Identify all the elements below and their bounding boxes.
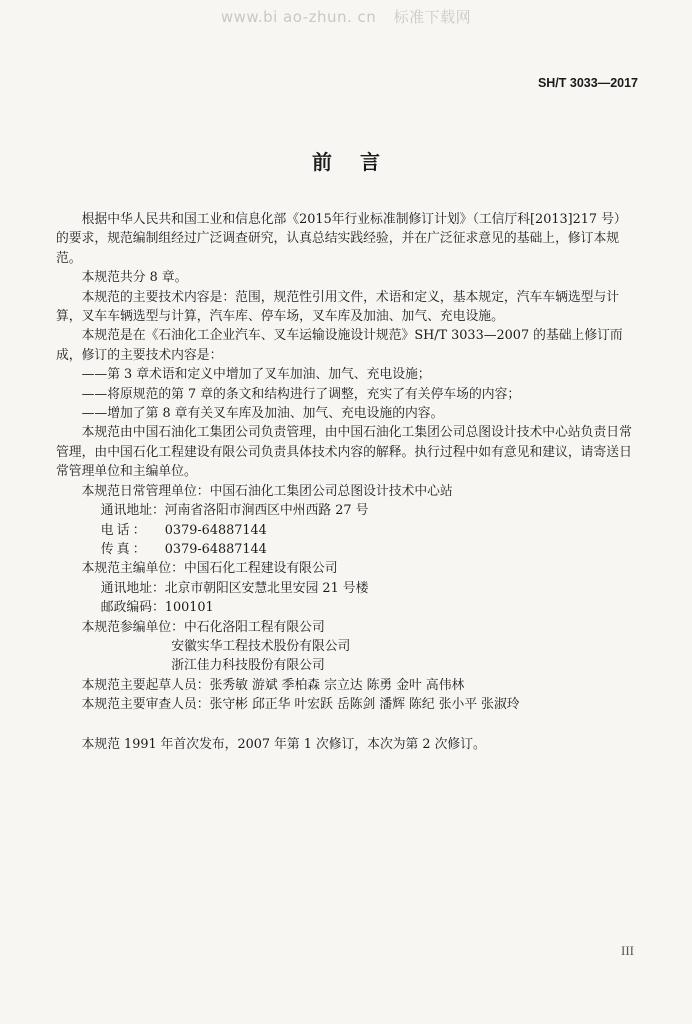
revision-item-2: ——将原规范的第 7 章的条文和结构进行了调整，充实了有关停车场的内容； xyxy=(81,386,521,402)
daily-mgmt-address xyxy=(56,501,638,520)
paragraph-main-content: 本规范的主要技术内容是：范围，规范性引用文件，术语和定义，基本规定，汽车车辆选型与计算，叉车车辆选型与计算，汽车库、停车场，叉车库及加油、加气、充电设施。 xyxy=(56,289,620,325)
paragraph-chapters: 本规范共分 8 章。 xyxy=(81,270,188,286)
drafters-names: 张秀敏 游斌 季柏森 宗立达 陈勇 金叶 高伟林 xyxy=(209,677,465,693)
address-label: 通讯地址： xyxy=(100,580,165,596)
fax-value: 0379-64887144 xyxy=(164,541,267,557)
daily-mgmt-unit xyxy=(56,482,638,501)
participant-units xyxy=(56,618,638,637)
reviewers-names: 张守彬 邱正华 叶宏跃 岳陈剑 潘辉 陈纪 张小平 张淑玲 xyxy=(209,697,520,713)
watermark-text: 标准下载网 xyxy=(393,8,472,26)
chief-editor-value: 中国石化工程建设有限公司 xyxy=(183,561,338,577)
reviewers xyxy=(56,695,638,714)
paragraph-revision: 本规范是在《石油化工企业汽车、叉车运输设施设计规范》SH/T 3033—2007 的基础上修订而成，修订的主要技术内容是： xyxy=(56,328,623,363)
watermark-url: www.bi ao-zhun. cn xyxy=(220,8,377,26)
daily-mgmt-phone xyxy=(56,521,638,540)
page-number: III xyxy=(621,943,634,958)
publication-history: 本规范 1991 年首次发布，2007 年第 1 次修订，本次为第 2 次修订。 xyxy=(81,736,486,752)
reviewers-label: 本规范主要审查人员： xyxy=(81,697,210,713)
standard-code: SH/T 3033—2017 xyxy=(537,76,638,90)
participant-unit: 安徽实华工程技术股份有限公司 xyxy=(171,638,351,654)
watermark xyxy=(0,6,692,27)
drafters xyxy=(56,676,638,695)
postcode-value: 100101 xyxy=(164,600,214,616)
chief-editor-address xyxy=(56,579,638,598)
participant-unit: 浙江佳力科技股份有限公司 xyxy=(171,658,325,674)
postcode-label: 邮政编码： xyxy=(100,600,165,616)
address-value: 河南省洛阳市涧西区中州西路 27 号 xyxy=(164,503,369,519)
drafters-label: 本规范主要起草人员： xyxy=(81,677,210,693)
preface-body xyxy=(56,210,638,754)
phone-value: 0379-64887144 xyxy=(164,522,267,538)
participant-unit: 中石化洛阳工程有限公司 xyxy=(183,619,325,635)
chief-editor-label: 本规范主编单位： xyxy=(81,561,184,577)
daily-mgmt-fax xyxy=(56,540,638,559)
chief-editor-unit xyxy=(56,559,638,578)
fax-label: 传真： xyxy=(100,541,146,557)
chief-editor-postcode xyxy=(56,598,638,617)
daily-mgmt-value: 中国石油化工集团公司总图设计技术中心站 xyxy=(209,483,453,499)
address-label: 通讯地址： xyxy=(100,503,165,519)
paragraph-intro: 根据中华人民共和国工业和信息化部《2015年行业标准制修订计划》（工信厅科[2013]217 号）的要求，规范编制组经过广泛调查研究，认真总结实践经验，并在广泛征求意见的基础上，修订本规范。 xyxy=(56,212,627,266)
address-value: 北京市朝阳区安慧北里安园 21 号楼 xyxy=(164,580,369,596)
page-title: 前言 xyxy=(312,150,408,174)
revision-item-1: ——第 3 章术语和定义中增加了叉车加油、加气、充电设施； xyxy=(81,367,431,383)
participants-label: 本规范参编单位： xyxy=(81,619,184,635)
paragraph-management: 本规范由中国石油化工集团公司负责管理，由中国石油化工集团公司总图设计技术中心站负责日常管理，由中国石化工程建设有限公司负责具体技术内容的解释。执行过程中如有意见和建议，请寄送日常管理单位和主编单位。 xyxy=(56,425,632,480)
phone-label: 电话： xyxy=(100,522,146,538)
revision-item-3: ——增加了第 8 章有关叉车库及加油、加气、充电设施的内容。 xyxy=(81,406,444,422)
daily-mgmt-label: 本规范日常管理单位： xyxy=(81,483,210,499)
